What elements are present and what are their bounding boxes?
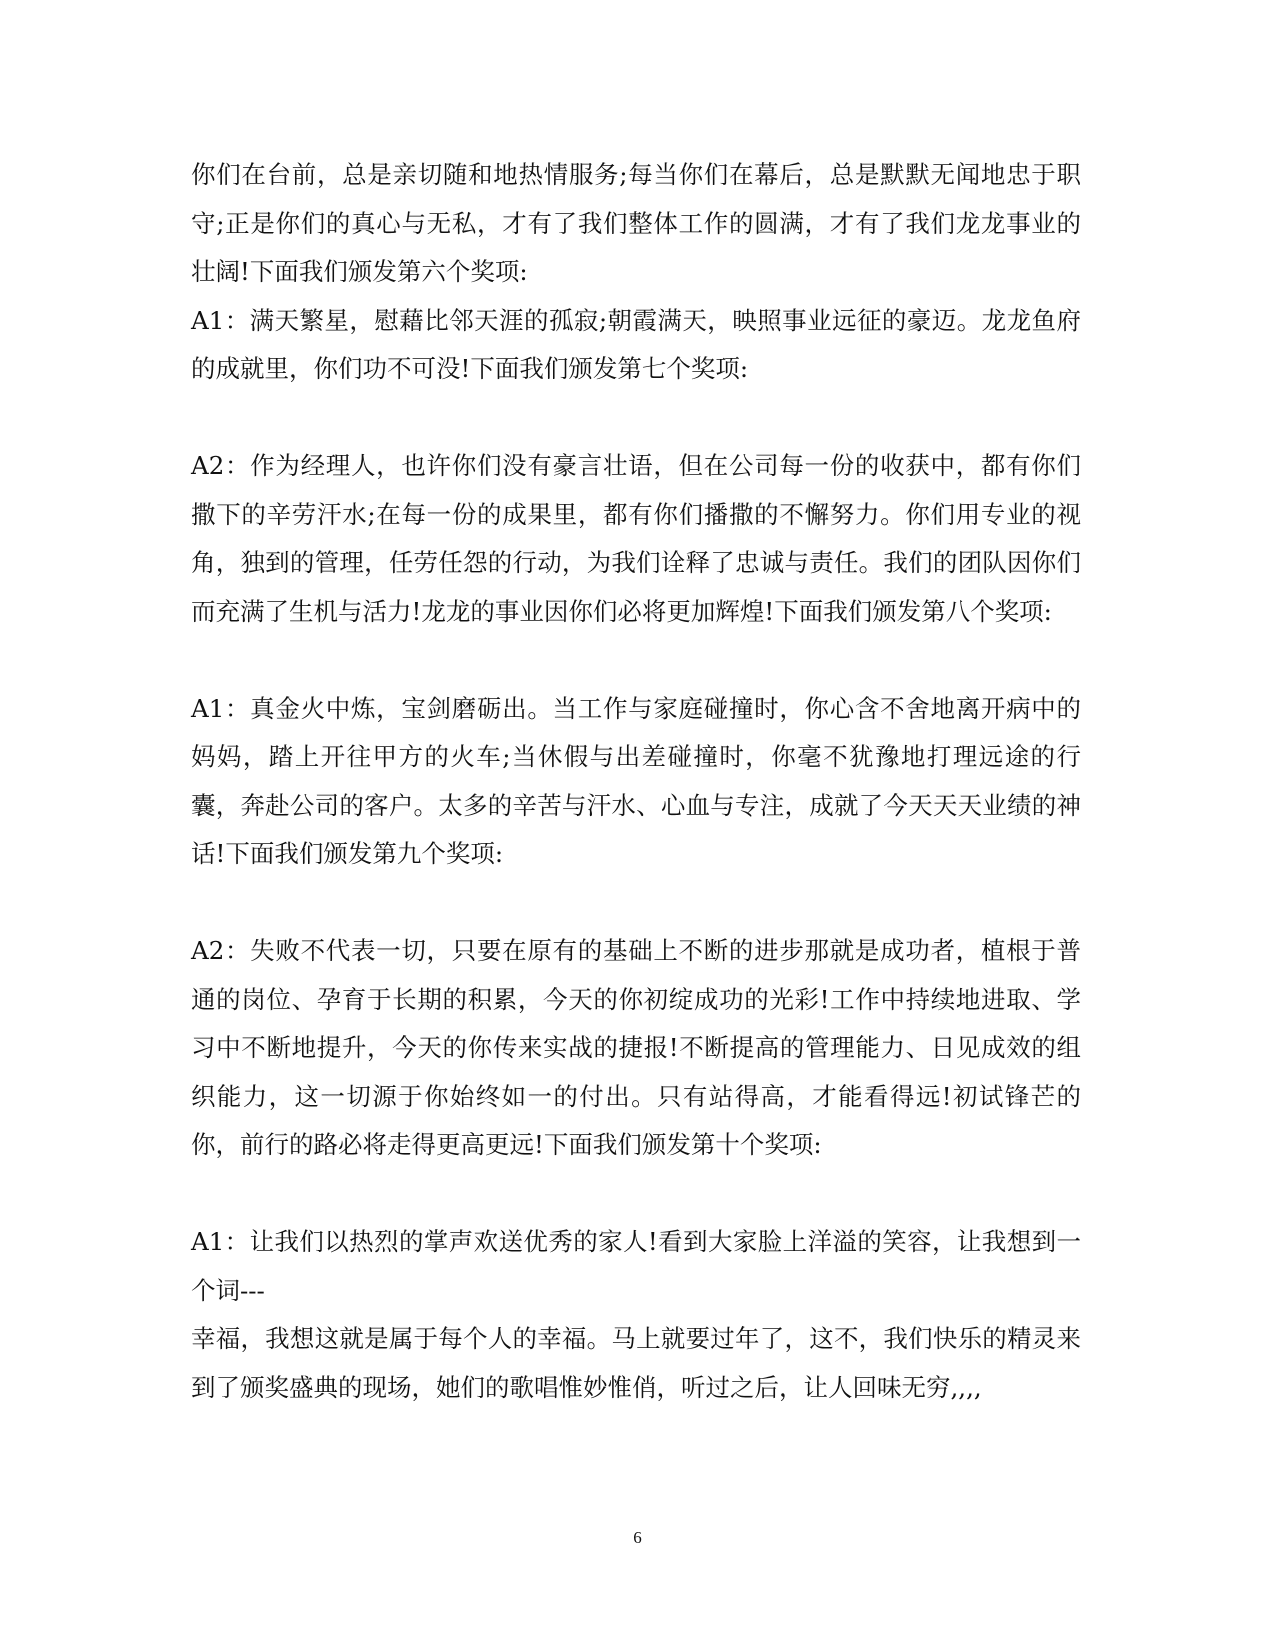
paragraph-award-8: A2：作为经理人，也许你们没有豪言壮语，但在公司每一份的收获中，都有你们撒下的辛劳汗水;在每一份的成果里，都有你们播撒的不懈努力。你们用专业的视角，独到的管理，任劳任怨的行动，为我们诠释了忠诚与责任。我们的团队因你们而充满了生机与活力!龙龙的事业因你们必将更加辉煌!下面我们颁发第八个奖项:: [191, 451, 1081, 626]
paragraph-award-6: 你们在台前，总是亲切随和地热情服务;每当你们在幕后，总是默默无闻地忠于职守;正是你们的真心与无私，才有了我们整体工作的圆满，才有了我们龙龙事业的壮阔!下面我们颁发第六个奖项:: [191, 160, 1081, 286]
paragraph-award-9: A1：真金火中炼，宝剑磨砺出。当工作与家庭碰撞时，你心含不舍地离开病中的妈妈，踏上开往甲方的火车;当休假与出差碰撞时，你毫不犹豫地打理远途的行囊，奔赴公司的客户。太多的辛苦与汗水、心血与专注，成就了今天天天业绩的神话!下面我们颁发第九个奖项:: [191, 693, 1081, 868]
page-number: 6: [633, 1528, 642, 1547]
paragraph-gap: [191, 1170, 1081, 1219]
paragraph-gap: [191, 394, 1081, 443]
paragraph-farewell: A1：让我们以热烈的掌声欢送优秀的家人!看到大家脸上洋溢的笑容，让我想到一个词---: [191, 1227, 1081, 1305]
body-text: [191, 151, 1081, 1412]
paragraph-happiness: 幸福，我想这就是属于每个人的幸福。马上就要过年了，这不，我们快乐的精灵来到了颁奖盛典的现场，她们的歌唱惟妙惟俏，听过之后，让人回味无穷,,,,: [191, 1324, 1081, 1402]
paragraph-award-7: A1：满天繁星，慰藉比邻天涯的孤寂;朝霞满天，映照事业远征的豪迈。龙龙鱼府的成就里，你们功不可没!下面我们颁发第七个奖项:: [191, 305, 1081, 383]
paragraph-gap: [191, 636, 1081, 685]
paragraph-gap: [191, 879, 1081, 928]
paragraph-award-10: A2：失败不代表一切，只要在原有的基础上不断的进步那就是成功者，植根于普通的岗位、孕育于长期的积累，今天的你初绽成功的光彩!工作中持续地进取、学习中不断地提升，今天的你传来实战的捷报!不断提高的管理能力、日见成效的组织能力，这一切源于你始终如一的付出。只有站得高，才能看得远!初试锋芒的你，前行的路必将走得更高更远!下面我们颁发第十个奖项:: [191, 936, 1081, 1159]
